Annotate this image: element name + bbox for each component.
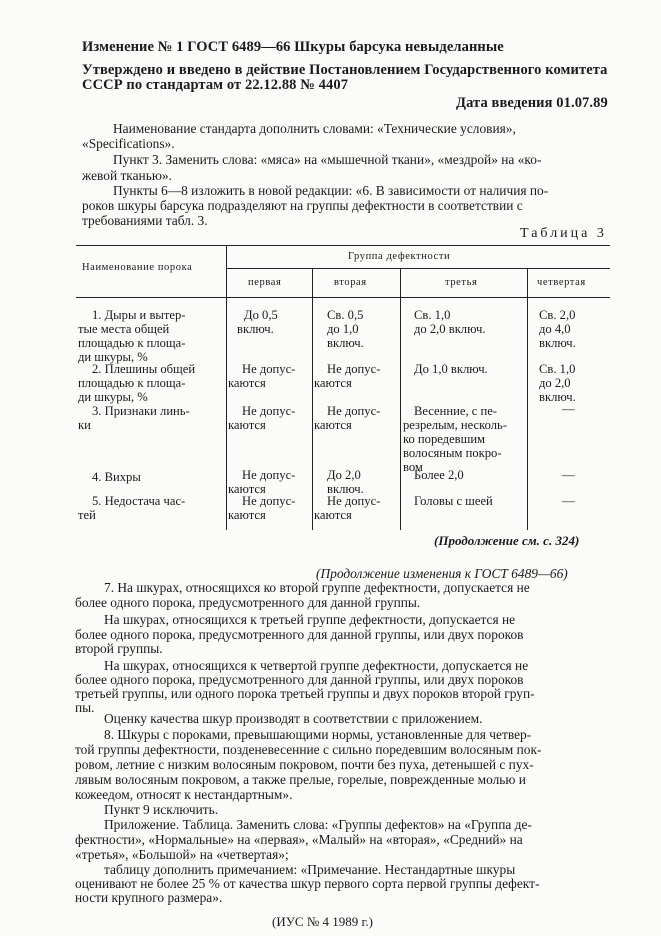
continued-heading: (Продолжение изменения к ГОСТ 6489—66) xyxy=(316,566,568,581)
table-cell: резрелым, несколь- xyxy=(403,418,507,432)
body-line: Оценку качества шкур производят в соответствии с приложением. xyxy=(104,711,483,726)
body-line: ровом, летние с низким волосяным покровом, почти без пуха, детенышей с пух- xyxy=(75,757,534,772)
body-line: таблицу дополнить примечанием: «Примечание. Нестандартные шкуры xyxy=(104,862,516,877)
table-cell: каются xyxy=(228,482,266,496)
table-cell: Более 2,0 xyxy=(414,468,464,482)
table-cell: включ. xyxy=(539,336,576,350)
table-cell: каются xyxy=(228,418,266,432)
intro-line: Пункты 6—8 изложить в новой редакции: «6. В зависимости от наличия по- xyxy=(113,183,549,198)
table-cell: Весенние, с пе- xyxy=(414,404,498,418)
body-line: третьей группы, или одного порока третьей группы и двух пороков второй груп- xyxy=(75,686,535,701)
table-cell: волосяным покро- xyxy=(403,446,502,460)
body-line: Приложение. Таблица. Заменить слова: «Группы дефектов» на «Группа де- xyxy=(104,817,532,832)
table-cell: каются xyxy=(314,376,352,390)
body-line: лявым волосяным покровом, а также прелые, горелые, поврежденные молью и xyxy=(75,772,526,787)
table-cell: включ. xyxy=(327,336,364,350)
table-cell: Не допус- xyxy=(242,404,296,418)
table-cell: Не допус- xyxy=(242,362,296,376)
body-line: той группы дефектности, позденевесенние с сильно поредевшим волосяным пок- xyxy=(75,742,542,757)
table-cell: Св. 1,0 xyxy=(414,308,451,322)
table-cell: Не допус- xyxy=(327,362,381,376)
body-line: второй группы. xyxy=(75,641,163,656)
body-line: пы. xyxy=(75,700,95,715)
footer-source: (ИУС № 4 1989 г.) xyxy=(272,914,373,929)
table-cell: каются xyxy=(314,508,352,522)
table-cell: ко поредевшим xyxy=(403,432,486,446)
table-cell: 5. Недостача час- xyxy=(92,494,186,508)
column-header: первая xyxy=(248,277,282,288)
body-line: более одного порока, предусмотренного для данной группы, или двух пороков xyxy=(75,672,524,687)
table-cell: включ. xyxy=(237,322,274,336)
body-line: «третья», «Большой» на «четвертая»; xyxy=(75,847,289,862)
table-cell: — xyxy=(562,494,575,508)
table-cell: 2. Плешины общей xyxy=(92,362,196,376)
table-cell: Не допус- xyxy=(327,404,381,418)
body-line: 7. На шкурах, относящихся ко второй группе дефектности, допускается не xyxy=(104,580,530,595)
approval-line: Утверждено и введено в действие Постановлением Государственного комитета xyxy=(82,62,608,78)
table-cell: Св. 0,5 xyxy=(327,308,364,322)
table-cell: 3. Признаки линь- xyxy=(92,404,190,418)
table-cell: Не допус- xyxy=(327,494,381,508)
table-cell: До 0,5 xyxy=(244,308,278,322)
body-line: оценивают не более 25 % от качества шкур первого сорта первой группы дефект- xyxy=(75,876,540,891)
intro-line: жевой тканью». xyxy=(82,168,172,183)
approval-line-2: СССР по стандартам от 22.12.88 № 4407 xyxy=(82,77,349,93)
table-cell: 1. Дыры и вытер- xyxy=(92,308,186,322)
body-line: На шкурах, относящихся к четвертой группе дефектности, допускается не xyxy=(104,658,529,673)
table-cell: площадью к площа- xyxy=(78,376,186,390)
table-cell: Св. 1,0 xyxy=(539,362,576,376)
table-cell: 4. Вихры xyxy=(92,470,141,484)
intro-line: требованиями табл. 3. xyxy=(82,213,208,228)
table-cell: вом xyxy=(403,460,423,474)
table-cell: ди шкуры, % xyxy=(78,350,148,364)
header-defect-name: Наименование порока xyxy=(82,262,193,273)
table-cell: до 2,0 включ. xyxy=(414,322,486,336)
body-line: кожеедом, относят к нестандартным». xyxy=(75,787,293,802)
table-cell: До 2,0 xyxy=(327,468,361,482)
table-cell: включ. xyxy=(539,390,576,404)
table-cell: Головы с шеей xyxy=(414,494,493,508)
table-cell: ди шкуры, % xyxy=(78,390,148,404)
column-header: четвертая xyxy=(537,277,586,288)
table-cell: каются xyxy=(314,418,352,432)
table-cell: Не допус- xyxy=(242,468,296,482)
effective-date: Дата введения 01.07.89 xyxy=(456,95,608,111)
table-cell: до 2,0 xyxy=(539,376,571,390)
intro-line: «Specifications». xyxy=(82,136,175,151)
table-cell: ки xyxy=(78,418,91,432)
body-line: более одного порока, предусмотренного для данной группы. xyxy=(75,595,421,610)
header-defect-group: Группа дефектности xyxy=(348,251,451,262)
body-line: более одного порока, предусмотренного для данной группы, или двух пороков xyxy=(75,627,524,642)
body-line: Пункт 9 исключить. xyxy=(104,802,219,817)
table-cell: До 1,0 включ. xyxy=(414,362,488,376)
column-header: вторая xyxy=(334,277,367,288)
table-cell: тей xyxy=(78,508,96,522)
table-cell: до 4,0 xyxy=(539,322,571,336)
intro-line: Пункт 3. Заменить слова: «мяса» на «мышечной ткани», «мездрой» на «ко- xyxy=(113,152,542,167)
table-cell: Не допус- xyxy=(242,494,296,508)
table-cell: — xyxy=(562,468,575,482)
body-line: фектности», «Нормальные» на «первая», «Малый» на «вторая», «Средний» на xyxy=(75,832,523,847)
intro-line: роков шкуры барсука подразделяют на группы дефектности в соответствии с xyxy=(82,198,523,213)
table-caption: Таблица 3 xyxy=(520,226,607,241)
continuation-note: (Продолжение см. с. 324) xyxy=(434,533,580,548)
table-cell: каются xyxy=(228,376,266,390)
body-line: На шкурах, относящихся к третьей группе дефектности, допускается не xyxy=(104,612,516,627)
table-cell: до 1,0 xyxy=(327,322,359,336)
intro-line: Наименование стандарта дополнить словами: «Технические условия», xyxy=(113,121,516,136)
table-cell: Св. 2,0 xyxy=(539,308,576,322)
table-cell: площадью к площа- xyxy=(78,336,186,350)
change-title: Изменение № 1 ГОСТ 6489—66 Шкуры барсука невыделанные xyxy=(82,39,504,55)
defects-table xyxy=(76,235,610,530)
table-cell: тые места общей xyxy=(78,322,170,336)
body-line: ности крупного размера». xyxy=(75,890,223,905)
body-line: 8. Шкуры с пороками, превышающими нормы, установленные для четвер- xyxy=(104,727,532,742)
table-cell: включ. xyxy=(327,482,364,496)
table-cell: каются xyxy=(228,508,266,522)
table-cell: — xyxy=(562,402,575,416)
column-header: третья xyxy=(445,277,478,288)
